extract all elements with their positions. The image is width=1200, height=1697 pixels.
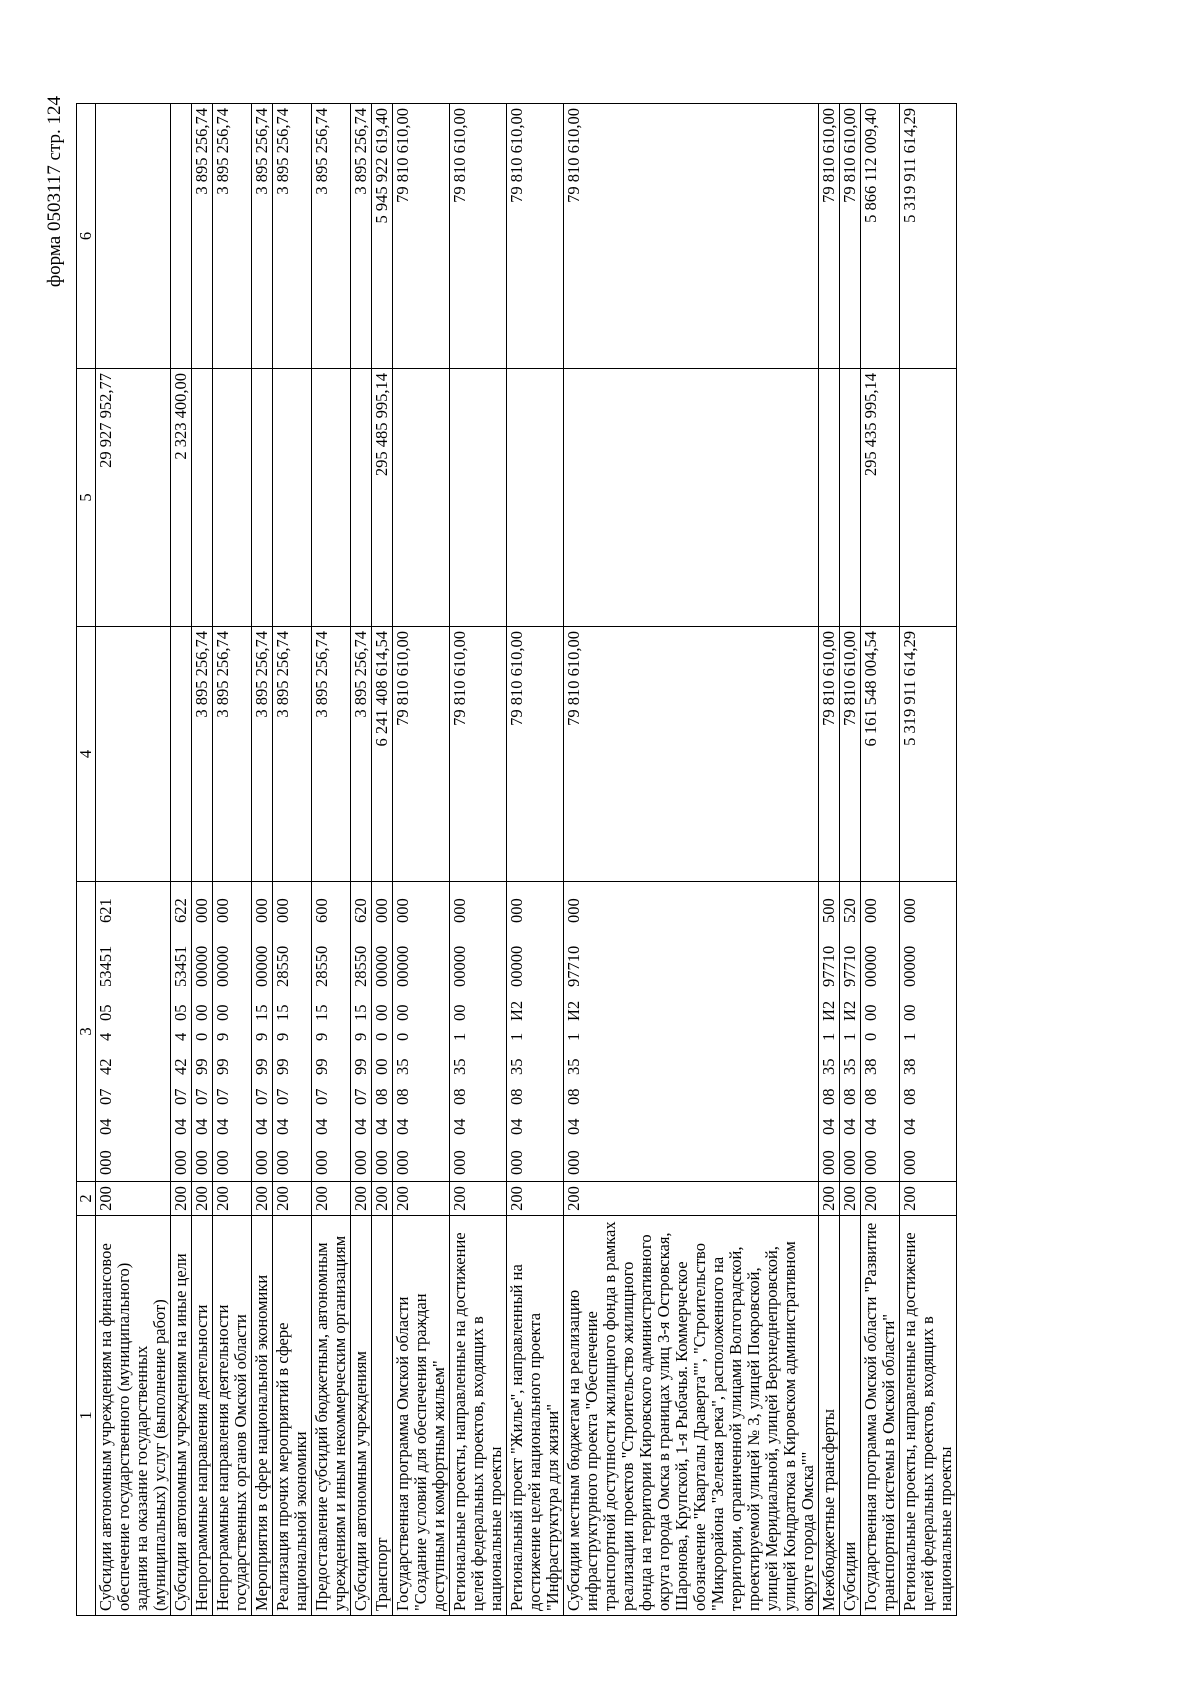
budget-code-part: 07 [171,1088,190,1105]
row-approved-cell [96,627,171,882]
row-line-code-cell: 200 [450,1182,507,1216]
budget-code [193,882,211,1181]
row-approved-cell: 3 895 256,74 [312,627,351,882]
budget-code-part: И2 [564,1000,583,1021]
budget-code-part: 15 [351,1004,370,1021]
budget-code-part: 28550 [273,945,292,987]
row-approved-cell: 79 810 610,00 [564,627,819,882]
row-name-cell: Государственная программа Омской области "Создание условий для обеспечения граждан доступным и комфортным жильем" [393,1216,450,1616]
budget-code-part: 1 [564,1032,583,1041]
budget-code-part: 97710 [819,945,838,987]
budget-code-part: 07 [351,1088,370,1105]
budget-code-part: 04 [393,1118,412,1135]
budget-code-part: 000 [564,1150,583,1175]
row-budget-code-cell [351,882,372,1182]
table-row [819,104,840,1616]
rotated-content [14,62,1114,1662]
row-unexecuted-cell [171,104,192,369]
budget-code-part: 08 [450,1088,469,1105]
row-line-code-cell: 200 [507,1182,564,1216]
table-row [372,104,393,1616]
row-budget-code-cell [861,882,900,1182]
form-reference: форма 0503117 стр. 124 [44,96,65,288]
row-executed-cell: 29 927 952,77 [96,369,171,627]
budget-code-part: 99 [213,1058,232,1075]
budget-code-part: 000 [450,898,469,923]
row-approved-cell: 3 895 256,74 [351,627,372,882]
budget-code-part: 04 [861,1118,880,1135]
table-row [840,104,861,1616]
budget-code-part: 00 [372,1004,391,1021]
header-row [77,104,96,1616]
row-name-cell: Региональный проект "Жилье", направленный на достижение целей национального проекта "Инфраструктура для жизни" [507,1216,564,1616]
budget-code-part: 99 [273,1058,292,1075]
budget-code-part: 00 [393,1004,412,1021]
budget-code-part: 99 [312,1058,331,1075]
row-approved-cell: 79 810 610,00 [819,627,840,882]
row-executed-cell [840,369,861,627]
row-unexecuted-cell: 3 895 256,74 [213,104,252,369]
budget-code-part: 1 [507,1032,526,1041]
row-unexecuted-cell: 79 810 610,00 [819,104,840,369]
row-unexecuted-cell: 3 895 256,74 [351,104,372,369]
budget-code-part: 000 [840,1150,859,1175]
row-executed-cell [213,369,252,627]
row-line-code-cell: 200 [192,1182,213,1216]
budget-code-part: 620 [351,898,370,923]
budget-code-part: 1 [900,1032,919,1041]
budget-code-part: 07 [312,1088,331,1105]
budget-code [820,882,838,1181]
budget-code-part: 000 [900,1150,919,1175]
budget-code-part: 00000 [900,945,919,987]
budget-code-part: И2 [819,1000,838,1021]
row-budget-code-cell [819,882,840,1182]
row-budget-code-cell [840,882,861,1182]
row-unexecuted-cell [96,104,171,369]
row-approved-cell: 5 319 911 614,29 [900,627,957,882]
row-line-code-cell: 200 [393,1182,450,1216]
row-budget-code-cell [273,882,312,1182]
table-row [171,104,192,1616]
budget-code-part: И2 [507,1000,526,1021]
budget-code-part: 35 [564,1058,583,1075]
header-col-6: 6 [77,104,96,369]
budget-code-part: 0 [372,1032,391,1041]
row-budget-code-cell [96,882,171,1182]
table-row [450,104,507,1616]
row-approved-cell: 3 895 256,74 [252,627,273,882]
row-name-cell: Субсидии автономным учреждениям [351,1216,372,1616]
budget-code-part: 000 [171,1150,190,1175]
budget-code-part: 000 [372,898,391,923]
budget-code [313,882,331,1181]
budget-code-part: 000 [213,1150,232,1175]
budget-code [214,882,232,1181]
budget-code-part: 000 [861,1150,880,1175]
budget-code [97,882,115,1181]
budget-code-part: 08 [564,1088,583,1105]
row-executed-cell [507,369,564,627]
budget-code-part: 00 [900,1004,919,1021]
budget-code-part: 622 [171,898,190,923]
budget-code-part: 1 [819,1032,838,1041]
budget-code-part: 000 [312,1150,331,1175]
budget-code-part: 04 [192,1118,211,1135]
budget-code-part: 99 [192,1058,211,1075]
budget-code-part: 42 [96,1058,115,1075]
row-line-code-cell: 200 [96,1182,171,1216]
budget-code-part: 97710 [840,945,859,987]
row-executed-cell: 295 485 995,14 [372,369,393,627]
budget-code-part: 00 [450,1004,469,1021]
budget-code-part: 00 [372,1058,391,1075]
budget-code-part: 9 [351,1032,370,1041]
budget-code-part: 15 [312,1004,331,1021]
row-unexecuted-cell: 5 866 112 009,40 [861,104,900,369]
row-line-code-cell: 200 [252,1182,273,1216]
row-executed-cell [819,369,840,627]
budget-code-part: 1 [840,1032,859,1041]
row-unexecuted-cell: 79 810 610,00 [507,104,564,369]
budget-code-part: 97710 [564,945,583,987]
budget-code-part: 000 [393,898,412,923]
table-row [312,104,351,1616]
budget-code [172,882,190,1181]
budget-code-part: 00 [213,1004,232,1021]
row-name-cell: Предоставление субсидий бюджетным, автономным учреждениям и иным некоммерческим организациям [312,1216,351,1616]
budget-code-part: 15 [252,1004,271,1021]
row-unexecuted-cell: 3 895 256,74 [273,104,312,369]
budget-code-part: 35 [840,1058,859,1075]
budget-code-part: 53451 [171,945,190,987]
row-executed-cell [900,369,957,627]
header-col-2: 2 [77,1182,96,1216]
budget-code-part: 04 [450,1118,469,1135]
budget-code-part: 00000 [450,945,469,987]
table-row [393,104,450,1616]
row-line-code-cell: 200 [372,1182,393,1216]
budget-code-part: 42 [171,1058,190,1075]
row-name-cell: Региональные проекты, направленные на достижение целей федеральных проектов, входящих в национальные проекты [450,1216,507,1616]
budget-code-part: 07 [213,1088,232,1105]
budget-code-part: 04 [564,1118,583,1135]
row-line-code-cell: 200 [564,1182,819,1216]
budget-code-part: 0 [192,1032,211,1041]
budget-code-part: 04 [312,1118,331,1135]
budget-code-part: 04 [171,1118,190,1135]
budget-code-part: 000 [450,1150,469,1175]
budget-code-part: 0 [861,1032,880,1041]
table-row [861,104,900,1616]
budget-code-part: 53451 [96,945,115,987]
budget-code-part: 500 [819,898,838,923]
header-col-4: 4 [77,627,96,882]
budget-code-part: 04 [213,1118,232,1135]
budget-code-part: 00000 [507,945,526,987]
budget-code-part: 520 [840,898,859,923]
row-budget-code-cell [213,882,252,1182]
row-budget-code-cell [312,882,351,1182]
budget-code [373,882,391,1181]
budget-code-part: 00000 [213,945,232,987]
budget-code [508,882,526,1181]
table-row [192,104,213,1616]
row-executed-cell: 2 323 400,00 [171,369,192,627]
budget-code-part: 9 [273,1032,292,1041]
budget-code-part: 05 [171,1004,190,1021]
row-budget-code-cell [171,882,192,1182]
budget-code-part: 04 [252,1118,271,1135]
row-executed-cell [252,369,273,627]
budget-code-part: 07 [273,1088,292,1105]
budget-code-part: 28550 [351,945,370,987]
budget-code-part: 0 [393,1032,412,1041]
row-name-cell: Субсидии местным бюджетам на реализацию инфраструктурного проекта "Обеспечение транспортной доступности жилищного фонда в рамках реализации проектов "Строительство жилищного фонда на территории Кировского административного округа города Омска в границах улиц 3-я Островская, Шаронова, Крупской, 1-я Рыбачья. Коммерческое обозначение "Кварталы Драверта"", "Строительство "Микрорайона "Зеленая река", расположенного на территории, ограниченной улицами Волгоградской, проектируемой улицей № 3, улицей Покровской, улицей Меридиальной, улицей Верхнеднепровской, улицей Кондратюка в Кировском административном округе города Омска"" [564,1216,819,1616]
budget-code [841,882,859,1181]
budget-code-part: 000 [273,1150,292,1175]
budget-code-part: 000 [507,898,526,923]
row-line-code-cell: 200 [171,1182,192,1216]
row-executed-cell [273,369,312,627]
budget-code-part: 000 [372,1150,391,1175]
row-approved-cell: 79 810 610,00 [393,627,450,882]
budget-code-part: 000 [252,898,271,923]
budget-code [451,882,469,1181]
row-name-cell: Государственная программа Омской области "Развитие транспортной системы в Омской области" [861,1216,900,1616]
row-name-cell: Субсидии автономным учреждениям на иные цели [171,1216,192,1616]
budget-code-part: 04 [351,1118,370,1135]
budget-code-part: 600 [312,898,331,923]
row-budget-code-cell [252,882,273,1182]
budget-code-part: 38 [861,1058,880,1075]
budget-code-part: 07 [252,1088,271,1105]
row-name-cell: Непрограммные направления деятельности государственных органов Омской области [213,1216,252,1616]
budget-code-part: 99 [252,1058,271,1075]
row-line-code-cell: 200 [273,1182,312,1216]
budget-code-part: 07 [192,1088,211,1105]
row-approved-cell: 6 161 548 004,54 [861,627,900,882]
table-row [213,104,252,1616]
budget-code-part: 4 [96,1032,115,1041]
budget-code-part: 000 [192,1150,211,1175]
budget-code-part: 08 [900,1088,919,1105]
budget-code [253,882,271,1181]
budget-code [394,882,412,1181]
budget-code [565,882,583,1181]
budget-code-part: 00 [861,1004,880,1021]
row-name-cell: Региональные проекты, направленные на достижение целей федеральных проектов, входящих в национальные проекты [900,1216,957,1616]
table-row [564,104,819,1616]
row-line-code-cell: 200 [351,1182,372,1216]
budget-code-part: 04 [840,1118,859,1135]
header-col-1: 1 [77,1216,96,1616]
budget-code [274,882,292,1181]
row-approved-cell: 3 895 256,74 [213,627,252,882]
row-approved-cell: 79 810 610,00 [450,627,507,882]
row-unexecuted-cell: 79 810 610,00 [564,104,819,369]
row-unexecuted-cell: 79 810 610,00 [840,104,861,369]
row-approved-cell: 79 810 610,00 [840,627,861,882]
budget-code [862,882,880,1181]
budget-code-part: 04 [900,1118,919,1135]
budget-code-part: 000 [351,1150,370,1175]
row-unexecuted-cell: 5 945 922 619,40 [372,104,393,369]
row-name-cell: Реализация прочих мероприятий в сфере национальной экономики [273,1216,312,1616]
row-budget-code-cell [450,882,507,1182]
budget-code-part: 1 [450,1032,469,1041]
row-line-code-cell: 200 [900,1182,957,1216]
row-unexecuted-cell: 3 895 256,74 [312,104,351,369]
row-executed-cell: 295 435 995,14 [861,369,900,627]
budget-code-part: 621 [96,898,115,923]
row-budget-code-cell [192,882,213,1182]
budget-code-part: 08 [861,1088,880,1105]
row-unexecuted-cell: 79 810 610,00 [450,104,507,369]
row-line-code-cell: 200 [213,1182,252,1216]
budget-code-part: 00 [192,1004,211,1021]
row-name-cell: Непрограммные направления деятельности [192,1216,213,1616]
budget-code-part: 35 [393,1058,412,1075]
budget-code-part: 08 [819,1088,838,1105]
table-row [507,104,564,1616]
row-approved-cell [171,627,192,882]
budget-code-part: 9 [252,1032,271,1041]
row-executed-cell [351,369,372,627]
header-col-5: 5 [77,369,96,627]
row-name-cell: Межбюджетные трансферты [819,1216,840,1616]
budget-code-part: 000 [861,898,880,923]
budget-code-part: 9 [213,1032,232,1041]
header-col-3: 3 [77,882,96,1182]
row-name-cell: Субсидии автономным учреждениям на финансовое обеспечение государственного (муниципального) задания на оказание государственных (муниципальных) услуг (выполнение работ) [96,1216,171,1616]
budget-code-part: 00000 [252,945,271,987]
budget-code-part: И2 [840,1000,859,1021]
row-executed-cell [564,369,819,627]
row-unexecuted-cell: 79 810 610,00 [393,104,450,369]
budget-code-part: 00000 [861,945,880,987]
budget-code-part: 000 [213,898,232,923]
row-approved-cell: 6 241 408 614,54 [372,627,393,882]
row-line-code-cell: 200 [840,1182,861,1216]
budget-code-part: 000 [273,898,292,923]
budget-code-part: 08 [840,1088,859,1105]
budget-code-part: 04 [96,1118,115,1135]
budget-code-part: 000 [564,898,583,923]
row-unexecuted-cell: 5 319 911 614,29 [900,104,957,369]
row-name-cell: Транспорт [372,1216,393,1616]
budget-code-part: 38 [900,1058,919,1075]
row-executed-cell [312,369,351,627]
budget-code-part: 35 [819,1058,838,1075]
table-row [252,104,273,1616]
row-unexecuted-cell: 3 895 256,74 [192,104,213,369]
row-executed-cell [393,369,450,627]
budget-code-part: 000 [819,1150,838,1175]
budget-code-part: 07 [96,1088,115,1105]
budget-code-part: 000 [96,1150,115,1175]
budget-code-part: 08 [372,1088,391,1105]
row-budget-code-cell [393,882,450,1182]
budget-code-part: 35 [450,1058,469,1075]
budget-code-part: 00000 [192,945,211,987]
budget-code-part: 05 [96,1004,115,1021]
budget-code-part: 00000 [372,945,391,987]
row-name-cell: Мероприятия в сфере национальной экономики [252,1216,273,1616]
budget-code-part: 04 [273,1118,292,1135]
table-body [96,104,957,1616]
budget-code-part: 000 [252,1150,271,1175]
budget-code-part: 35 [507,1058,526,1075]
budget-code-part: 4 [171,1032,190,1041]
budget-code-part: 15 [273,1004,292,1021]
budget-code-part: 000 [507,1150,526,1175]
row-line-code-cell: 200 [819,1182,840,1216]
row-line-code-cell: 200 [861,1182,900,1216]
budget-code-part: 08 [393,1088,412,1105]
budget-code [901,882,919,1181]
budget-code-part: 28550 [312,945,331,987]
budget-code-part: 08 [507,1088,526,1105]
budget-code-part: 000 [192,898,211,923]
budget-code-part: 04 [372,1118,391,1135]
row-approved-cell: 3 895 256,74 [273,627,312,882]
row-name-cell: Субсидии [840,1216,861,1616]
budget-code-part: 04 [507,1118,526,1135]
row-budget-code-cell [900,882,957,1182]
row-budget-code-cell [507,882,564,1182]
table-row [273,104,312,1616]
budget-table [76,103,957,1616]
budget-code-part: 000 [900,898,919,923]
row-unexecuted-cell: 3 895 256,74 [252,104,273,369]
table-row [351,104,372,1616]
budget-code-part: 9 [312,1032,331,1041]
row-line-code-cell: 200 [312,1182,351,1216]
row-executed-cell [450,369,507,627]
table-row [96,104,171,1616]
budget-code [352,882,370,1181]
row-executed-cell [192,369,213,627]
row-approved-cell: 3 895 256,74 [192,627,213,882]
row-budget-code-cell [564,882,819,1182]
budget-code-part: 99 [351,1058,370,1075]
table-row [900,104,957,1616]
row-approved-cell: 79 810 610,00 [507,627,564,882]
budget-code-part: 00000 [393,945,412,987]
row-budget-code-cell [372,882,393,1182]
budget-code-part: 04 [819,1118,838,1135]
budget-code-part: 000 [393,1150,412,1175]
